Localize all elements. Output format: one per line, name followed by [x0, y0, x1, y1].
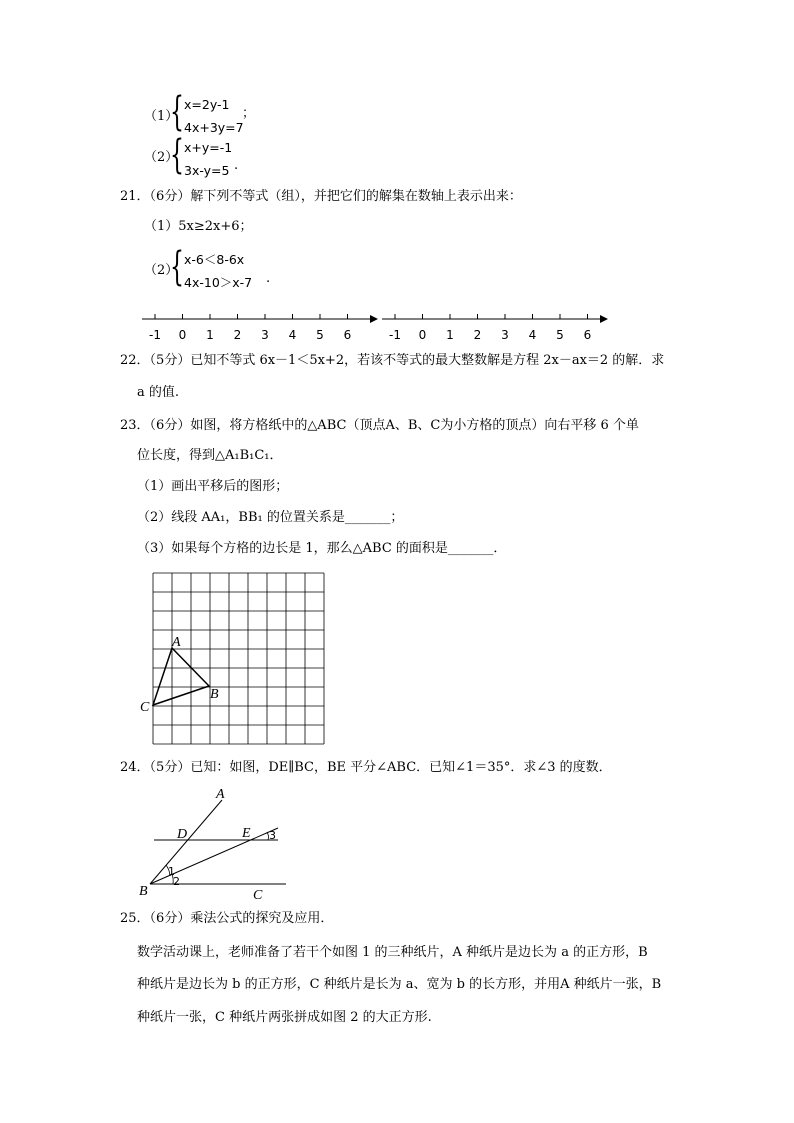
axis-tick-label: 1 [206, 328, 214, 342]
label-e: E [242, 826, 251, 841]
p20-sub1-eq1: x=2y-1 [184, 97, 230, 112]
label-angle-1: 1 [168, 865, 175, 878]
p23-sub1: （1）画出平移后的图形； [137, 479, 289, 494]
axis-tick-label: 3 [261, 328, 269, 342]
label-b: B [139, 884, 148, 899]
label-a: A [172, 635, 181, 650]
p21-sub1: （1）5x≥2x+6； [144, 219, 253, 234]
p20-sub2-end: . [234, 158, 239, 173]
axis-tick-label: -1 [149, 328, 161, 342]
p20-sub1-eq2: 4x+3y=7 [184, 120, 244, 135]
p21-sub2-eq1: x-6＜8-6x [184, 252, 245, 267]
label-a: A [216, 787, 225, 802]
axis-tick-label: 3 [501, 328, 509, 342]
label-d: D [177, 827, 188, 842]
axis-tick-label: 2 [473, 328, 482, 342]
triangle-abc [153, 648, 209, 705]
grid-figure [136, 568, 332, 750]
parallel-lines-figure [136, 786, 296, 904]
axis-tick-label: 6 [583, 328, 592, 342]
p23-line1: 23．（6分）如图，将方格纸中的△ABC（顶点A、B、C为小方格的顶点）向右平移 6 个单 [120, 418, 639, 433]
p20-sub1-end: ； [242, 106, 256, 121]
p22-line1: 22．（5分）已知不等式 6x－1＜5x+2，若该不等式的最大整数解是方程 2x－ax＝2 的解．求 [120, 353, 665, 368]
axis-tick-label: 1 [446, 328, 454, 342]
p23-sub3: （3）如果每个方格的边长是 1，那么△ABC 的面积是_______． [137, 541, 507, 556]
p21-sub2-end: . [266, 271, 271, 286]
p20-sub2-label: （2） [144, 150, 179, 165]
axis-tick-label: 5 [556, 328, 564, 342]
axis-tick-label: 4 [528, 328, 537, 342]
line-ba [150, 800, 222, 884]
p20-sub2-brace: { [170, 132, 184, 178]
axis-tick-label: 4 [288, 328, 297, 342]
axis-tick-label: 5 [316, 328, 324, 342]
number-line-2 [380, 310, 608, 346]
p23-sub2: （2）线段 AA₁，BB₁ 的位置关系是_______； [137, 510, 404, 525]
p20-sub1-label: （1） [144, 109, 179, 124]
axis-tick-label: 2 [233, 328, 242, 342]
label-angle-3: 3 [269, 829, 276, 842]
number-line-1 [138, 310, 378, 346]
p22-line2: a 的值. [137, 385, 180, 400]
p20-sub2-eq2: 3x-y=5 [184, 163, 230, 178]
p20-sub2-eq1: x+y=-1 [184, 140, 233, 155]
p21-sub2-label: （2） [144, 263, 179, 278]
label-b: B [210, 687, 219, 702]
p25-line1: 25．（6分）乘法公式的探究及应用． [120, 911, 334, 926]
label-c: C [140, 700, 150, 715]
label-c: C [253, 888, 263, 903]
axis-tick-label: 0 [178, 328, 187, 342]
p21-sub2-eq2: 4x-10＞x-7 [184, 275, 253, 290]
axis-tick-label: -1 [389, 328, 401, 342]
axis-tick-label: 6 [343, 328, 352, 342]
p25-line2: 数学活动课上，老师准备了若干个如图 1 的三种纸片，A 种纸片是边长为 a 的正方形，B [137, 945, 648, 960]
p24-line1: 24．（5分）已知：如图，DE∥BC，BE 平分∠ABC．已知∠1＝35°．求∠3 的度数． [120, 760, 612, 775]
p20-sub1-brace: { [170, 89, 184, 135]
p21-title: 21．（6分）解下列不等式（组），并把它们的解集在数轴上表示出来： [120, 189, 522, 204]
p25-line3: 种纸片是边长为 b 的正方形，C 种纸片是长为 a、宽为 b 的长方形，并用A 种纸片一张，B [137, 977, 662, 992]
p23-line2: 位长度，得到△A₁B₁C₁． [137, 448, 283, 463]
p21-sub2-brace: { [170, 244, 184, 290]
label-angle-2: 2 [173, 875, 180, 888]
grid-lines [153, 573, 324, 744]
axis-tick-label: 0 [418, 328, 427, 342]
p25-line4: 种纸片一张，C 种纸片两张拼成如图 2 的大正方形. [137, 1010, 432, 1025]
